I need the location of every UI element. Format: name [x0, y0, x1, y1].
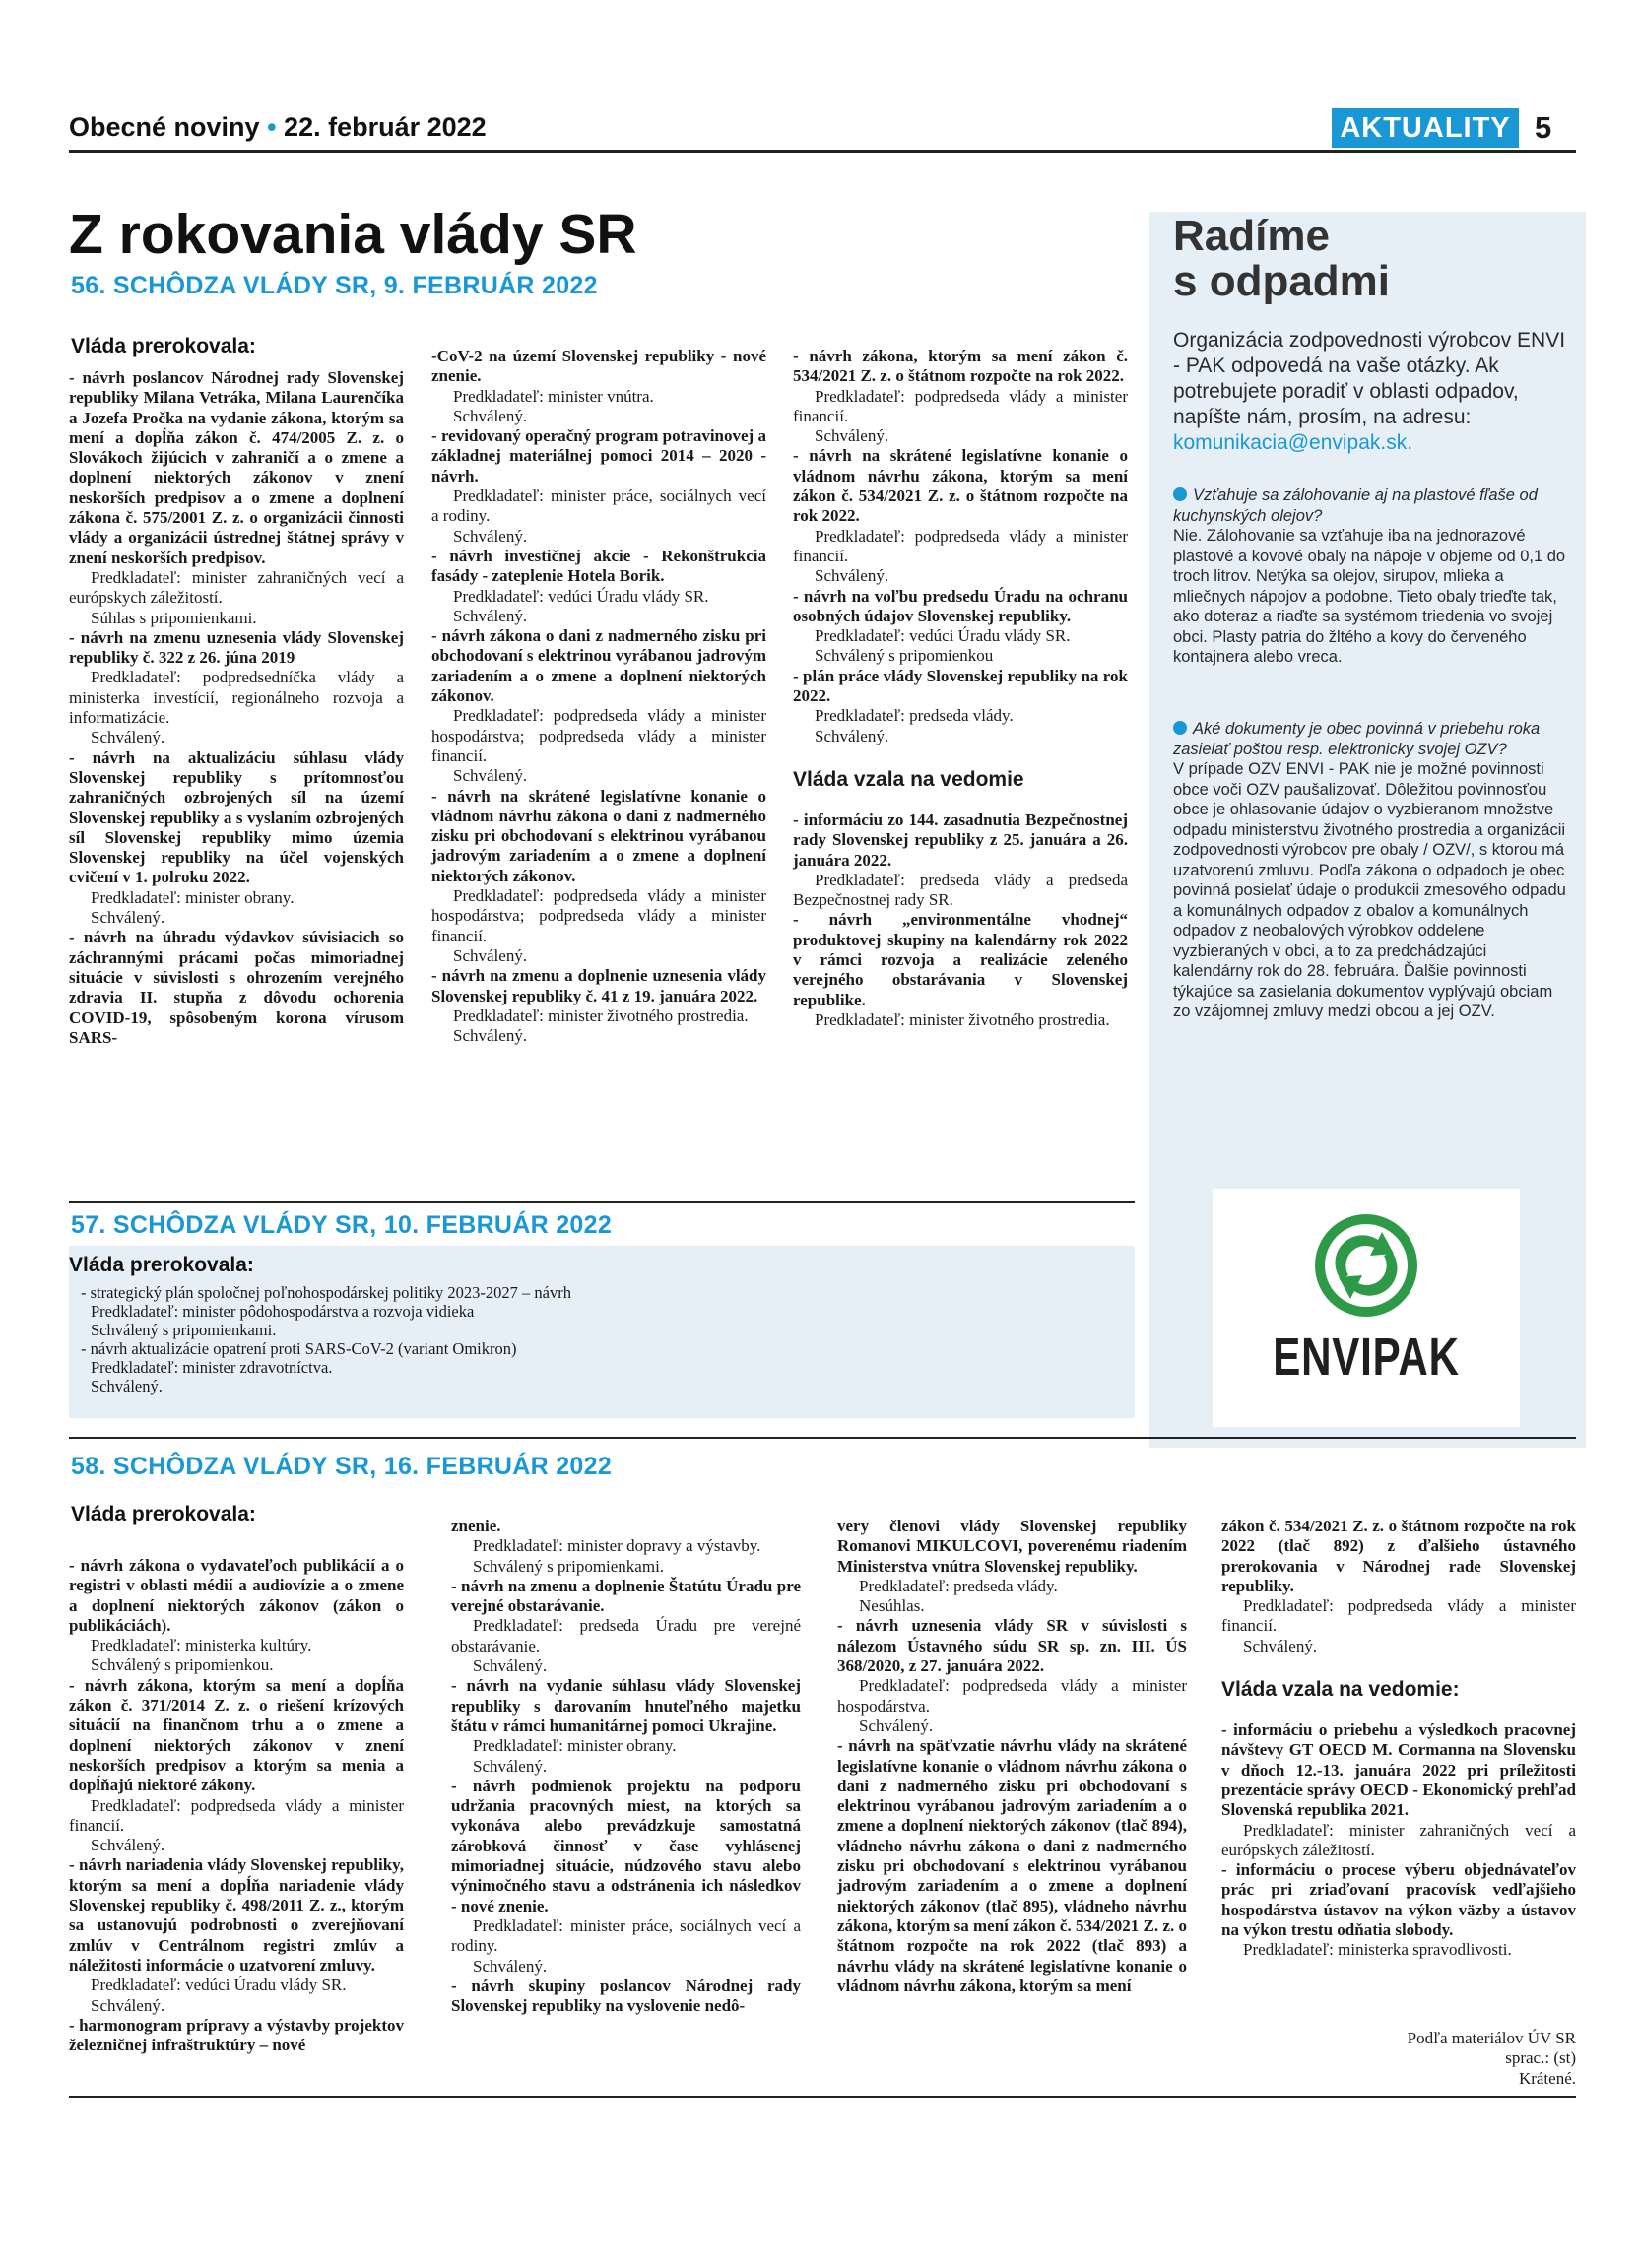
header-rule: [69, 150, 1576, 153]
logo-wordmark: ENVIPAK: [1273, 1328, 1460, 1387]
agenda-item: - návrh na skrátené legislatívne konanie o vládnom návrhu zákona o dani z nadmerného zisku pri obchodovaní s elektrinou vyrábanou jadrovým zariadením a o zmene a doplnení niektorých zákonov.: [431, 786, 766, 885]
agenda-detail: Schválený.: [453, 766, 528, 786]
agenda-detail: Predkladateľ: minister obrany.: [473, 1736, 677, 1756]
agenda-detail: Predkladateľ: ministerka kultúry.: [91, 1636, 312, 1655]
s56-subheading: Vláda prerokovala:: [71, 335, 256, 357]
page-header: [69, 108, 1576, 148]
agenda-detail: Schválený.: [453, 526, 528, 546]
section-subheading: Vláda vzala na vedomie: [793, 767, 1024, 791]
agenda-detail: Schválený.: [91, 1995, 165, 2015]
source-credit: [1221, 2029, 1576, 2089]
agenda-item: - informáciu zo 144. zasadnutia Bezpečnostnej rady Slovenskej republiky z 25. januára a 26. januára 2022.: [793, 810, 1128, 870]
credit-line-2: sprac.: (st): [1505, 2048, 1576, 2068]
s56-column-2: [431, 347, 766, 1046]
agenda-detail: Predkladateľ: vedúci Úradu vlády SR.: [815, 626, 1071, 646]
agenda-detail: Predkladateľ: podpredseda vlády a minister financií.: [793, 386, 1128, 425]
agenda-detail: Predkladateľ: minister životného prostredia.: [815, 1009, 1110, 1029]
agenda-detail: Predkladateľ: minister zahraničných vecí a európskych záležitostí.: [69, 567, 404, 608]
sidebar-title-line-2: s odpadmi: [1173, 257, 1391, 305]
agenda-detail: Predkladateľ: minister životného prostredia.: [453, 1005, 749, 1025]
agenda-item: - návrh uznesenia vlády SR v súvislosti s nálezom Ústavného súdu SR sp. zn. III. ÚS 368/2020, z 27. januára 2022.: [837, 1616, 1187, 1676]
agenda-item: - návrh investičnej akcie - Rekonštrukcia fasády - zateplenie Hotela Borik.: [431, 546, 766, 586]
agenda-item: - návrh zákona, ktorým sa mení a dopĺňa zákon č. 371/2014 Z. z. o riešení krízových situácií na finančnom trhu a o zmene a doplnení niektorých zákonov v znení neskorších predpisov a ktorým sa menia a dopĺňajú niektoré zákony.: [69, 1675, 404, 1795]
s57-box: [69, 1246, 1135, 1418]
paper-name: Obecné noviny: [69, 112, 260, 142]
agenda-item: - návrh podmienok projektu na podporu udržania pracovných miest, na ktorých sa vykonáva alebo prevádzkuje samostatná zárobková činnosť v čase vyhlásenej mimoriadnej situácie, núdzového stavu alebo výnimočného stavu a odstránenia ich následkov - nové znenie.: [451, 1776, 801, 1915]
agenda-detail: Schválený.: [859, 1716, 934, 1735]
agenda-detail: Predkladateľ: podpredseda vlády a minister financií.: [69, 1795, 404, 1835]
agenda-item: - plán práce vlády Slovenskej republiky na rok 2022.: [793, 666, 1128, 706]
sidebar-title: [1173, 214, 1390, 304]
agenda-detail: Schválený s pripomienkami.: [91, 1321, 277, 1339]
sidebar-intro-text: Organizácia zodpovednosti výrobcov ENVI - PAK odpovedá na vaše otázky. Ak potrebujete poradiť v oblasti odpadov, napíšte nám, prosím, na adresu:: [1173, 329, 1566, 428]
s58-column-1: [69, 1556, 404, 2055]
s56-column-1: [69, 368, 404, 1048]
agenda-detail: Schválený s pripomienkou.: [91, 1655, 274, 1675]
agenda-item: - návrh na vydanie súhlasu vlády Slovenskej republiky s darovaním hnuteľného majetku štátu v rámci humanitárnej pomoci Ukrajine.: [451, 1676, 801, 1735]
agenda-detail: Schválený.: [453, 606, 528, 625]
issue-date: 22. február 2022: [284, 112, 487, 142]
agenda-detail: Predkladateľ: podpredseda vlády a minister financií.: [793, 526, 1128, 565]
agenda-detail: Predkladateľ: podpredseda vlády a minister hospodárstva; podpredseda vlády a minister financií.: [431, 886, 766, 945]
agenda-item: - informáciu o priebehu a výsledkoch pracovnej návštevy GT OECD M. Cormanna na Slovensku v dňoch 12.-13. januára 2022 pri príležitosti prezentácie správy OECD - Ekonomický prehľad Slovenská republika 2021.: [1221, 1720, 1576, 1820]
agenda-detail: Nesúhlas.: [859, 1596, 925, 1616]
s56-heading: 56. SCHÔDZA VLÁDY SR, 9. FEBRUÁR 2022: [71, 272, 598, 299]
agenda-detail: Schválený s pripomienkami.: [473, 1556, 665, 1576]
agenda-detail: Predkladateľ: predseda vlády a predseda Bezpečnostnej rady SR.: [793, 870, 1128, 910]
agenda-detail: Predkladateľ: podpredsedníčka vlády a ministerka investícií, regionálneho rozvoja a informatizácie.: [69, 668, 404, 728]
agenda-detail: Predkladateľ: minister vnútra.: [453, 386, 654, 406]
s58-subheading: Vláda prerokovala:: [71, 1503, 256, 1525]
agenda-detail: Predkladateľ: minister zahraničných vecí a európskych záležitostí.: [1221, 1820, 1576, 1859]
agenda-detail: Predkladateľ: minister zdravotníctva.: [91, 1358, 333, 1377]
agenda-item: - návrh na voľbu predsedu Úradu na ochranu osobných údajov Slovenskej republiky.: [793, 586, 1128, 625]
agenda-detail: Schválený.: [91, 728, 165, 747]
agenda-detail: Predkladateľ: predseda vlády.: [859, 1576, 1058, 1595]
agenda-item: znenie.: [451, 1517, 501, 1535]
agenda-item: - revidovaný operačný program potravinovej a základnej materiálnej pomoci 2014 – 2020 - návrh.: [431, 426, 766, 486]
agenda-detail: Predkladateľ: vedúci Úradu vlády SR.: [91, 1976, 347, 1995]
s58-heading: 58. SCHÔDZA VLÁDY SR, 16. FEBRUÁR 2022: [71, 1453, 613, 1480]
credit-line-1: Podľa materiálov ÚV SR: [1407, 2029, 1576, 2047]
agenda-detail: Schválený.: [91, 908, 165, 928]
agenda-detail: Schválený.: [453, 945, 528, 965]
sidebar-title-line-1: Radíme: [1173, 212, 1330, 260]
answer-2: V prípade OZV ENVI - PAK nie je možné povinnosti obce voči OZV paušalizovať. Dôležitou povinnosťou obce je ohlasovanie údajov o vyzbieranom množstve odpadu ministerstvu životného prostredia a organizácii zodpovednosti výrobcov pre obaly / OZV/, s ktorou má uzatvorenú zmluvu. Podľa zákona o odpadoch je obec povinná posielať údaje o produkcii zmesového odpadu a komunálnych odpadov z obalov a komunálnych odpadov z neobalových výrobkov oddelene vyzbieraných v obci, a to za predchádzajúci kalendárny rok do 28. februára. Ďalšie povinnosti týkajúce sa zasielania dokumentov vyplývajú obciam zo vzájomnej zmluvy medzi obcou a jej OZV.: [1173, 760, 1566, 1020]
s57-subheading: Vláda prerokovala:: [69, 1254, 254, 1276]
bullet-icon: [1173, 721, 1187, 735]
agenda-item: zákon č. 534/2021 Z. z. o štátnom rozpočte na rok 2022 (tlač 892) z ďalšieho ústavného prerokovania v Národnej rade Slovenskej republiky.: [1221, 1517, 1576, 1595]
agenda-detail: Predkladateľ: podpredseda vlády a minister hospodárstva; podpredseda vlády a minister financií.: [431, 706, 766, 765]
agenda-detail: Schválený.: [473, 1756, 548, 1776]
agenda-detail: Schválený.: [815, 726, 889, 745]
agenda-item: very členovi vlády Slovenskej republiky Romanovi MIKULCOVI, poverenému riadením Ministerstva vnútra Slovenskej republiky.: [837, 1517, 1187, 1576]
agenda-detail: Predkladateľ: predseda vlády.: [815, 706, 1014, 726]
agenda-detail: Schválený.: [91, 1836, 165, 1855]
agenda-detail: Predkladateľ: podpredseda vlády a minister hospodárstva.: [837, 1676, 1187, 1716]
divider-rule: [69, 1437, 1576, 1439]
agenda-detail: Predkladateľ: minister pôdohospodárstva a rozvoja vidieka: [91, 1302, 475, 1321]
sidebar-box: [1149, 212, 1586, 1448]
agenda-item: - návrh na zmenu a doplnenie uznesenia vlády Slovenskej republiky č. 41 z 19. januára 2022.: [431, 966, 766, 1005]
agenda-detail: Schválený.: [815, 566, 889, 586]
agenda-item: - návrh skupiny poslancov Národnej rady Slovenskej republiky na vyslovenie nedô-: [451, 1976, 801, 2016]
agenda-item: - návrh nariadenia vlády Slovenskej republiky, ktorým sa mení a dopĺňa nariadenie vlády Slovenskej republiky č. 498/2011 Z. z., ktorým sa ustanovujú podrobnosti o zverejňovaní zmlúv v Centrálnom registri zmlúv a náležitosti informácie o uzatvorení zmluvy.: [69, 1855, 404, 1975]
agenda-item: - návrh zákona o dani z nadmerného zisku pri obchodovaní s elektrinou vyrábanou jadrovým zariadením a o zmene a doplnení niektorých zákonov.: [431, 626, 766, 706]
envipak-logo: [1213, 1189, 1520, 1427]
s56-column-3: [793, 347, 1128, 1030]
sidebar-qa-1: [1173, 486, 1567, 668]
agenda-item: - návrh poslancov Národnej rady Slovenskej republiky Milana Vetráka, Milana Laurenčíka a Jozefa Pročka na vydanie zákona, ktorým sa mení a dopĺňa zákon č. 474/2005 Z. z. o Slovákoch žijúcich v zahraničí a o zmene a doplnení niektorých zákonov v znení neskorších predpisov a o zmene a doplnení zákona č. 575/2001 Z. z. o organizácii činnosti vlády a organizácii ústrednej štátnej správy v znení neskorších predpisov.: [69, 368, 404, 567]
s58-column-2: [451, 1517, 801, 2016]
bottom-rule: [69, 2096, 1576, 2098]
agenda-detail: Predkladateľ: minister dopravy a výstavby.: [473, 1536, 761, 1556]
question-1-text: Vzťahuje sa zálohovanie aj na plastové fľaše od kuchynských olejov?: [1173, 486, 1538, 525]
question-2-text: Aké dokumenty je obec povinná v priebehu roka zasielať poštou resp. elektronicky svojej OZV?: [1173, 720, 1541, 758]
agenda-item: - návrh „environmentálne vhodnej“ produktovej skupiny na kalendárny rok 2022 v rámci rozvoja a realizácie zeleného verejného obstarávania v Slovenskej republike.: [793, 910, 1128, 1009]
masthead: [69, 112, 487, 143]
section-subheading: Vláda vzala na vedomie:: [1221, 1678, 1460, 1702]
recycle-icon: [1213, 1189, 1520, 1336]
agenda-detail: Predkladateľ: minister práce, sociálnych vecí a rodiny.: [451, 1915, 801, 1956]
agenda-item: - návrh na skrátené legislatívne konanie o vládnom návrhu zákona, ktorým sa mení zákon č. 534/2021 Z. z. o štátnom rozpočte na rok 2022.: [793, 446, 1128, 526]
agenda-detail: Schválený.: [91, 1377, 163, 1395]
agenda-item: - návrh aktualizácie opatrení proti SARS-CoV-2 (variant Omikron): [81, 1339, 517, 1358]
agenda-detail: Predkladateľ: predseda Úradu pre verejné obstarávanie.: [451, 1616, 801, 1655]
agenda-detail: Schválený.: [1243, 1636, 1318, 1655]
sidebar-email-link[interactable]: komunikacia@envipak.sk.: [1173, 431, 1413, 454]
separator-dot: •: [267, 112, 285, 142]
section-tag: AKTUALITY: [1332, 108, 1519, 148]
agenda-item: - návrh na zmenu a doplnenie Štatútu Úradu pre verejné obstarávanie.: [451, 1576, 801, 1616]
s58-column-4: [1221, 1517, 1576, 1961]
s58-column-3: [837, 1517, 1187, 1996]
credit-line-3: Krátené.: [1518, 2068, 1576, 2088]
agenda-detail: Predkladateľ: ministerka spravodlivosti.: [1243, 1940, 1512, 1960]
agenda-item: - strategický plán spoločnej poľnohospodárskej politiky 2023-2027 – návrh: [81, 1283, 571, 1302]
agenda-detail: Schválený.: [815, 426, 889, 446]
divider-rule: [69, 1201, 1135, 1203]
agenda-item: - informáciu o procese výberu objednávateľov prác pri zriaďovaní pracovísk vedľajšieho hospodárstva ústavov na výkon väzby a ústavov na výkon trestu odňatia slobody.: [1221, 1860, 1576, 1940]
agenda-item: -CoV-2 na území Slovenskej republiky - nové znenie.: [431, 347, 766, 386]
agenda-item: - návrh na späťvzatie návrhu vlády na skrátené legislatívne konanie o vládnom návrhu zákona o dani z nadmerného zisku pri obchodovaní s elektrinou vyrábanou jadrovým zariadením a o zmene a doplnení niektorých zákonov (tlač 894), vládneho návrhu zákona o dani z nadmerného zisku pri obchodovaní s elektrinou vyrábanou jadrovým zariadením a o zmene a doplnení niektorých zákonov (tlač 895), vládneho návrhu zákona, ktorým sa mení zákon č. 534/2021 Z. z. o štátnom rozpočte na rok 2022 (tlač 893) a návrhu vlády na skrátené legislatívne konanie o vládnom návrhu zákona, ktorým sa mení: [837, 1736, 1187, 1995]
agenda-item: - návrh na úhradu výdavkov súvisiacich so záchrannými prácami počas mimoriadnej situácie v súvislosti s ohrozením verejného zdravia II. stupňa z dôvodu ochorenia COVID-19, spôsobeným korona vírusom SARS-: [69, 928, 404, 1047]
s57-heading: 57. SCHÔDZA VLÁDY SR, 10. FEBRUÁR 2022: [71, 1211, 613, 1239]
agenda-item: - návrh na aktualizáciu súhlasu vlády Slovenskej republiky s prítomnosťou zahraničných ozbrojených síl na území Slovenskej republiky a s vyslaním ozbrojených síl Slovenskej republiky mimo územia Slovenskej republiky na účel vojenských cvičení v 1. polroku 2022.: [69, 747, 404, 887]
bullet-icon: [1173, 487, 1187, 501]
agenda-detail: Predkladateľ: minister práce, sociálnych vecí a rodiny.: [431, 486, 766, 526]
agenda-detail: Predkladateľ: podpredseda vlády a minister financií.: [1221, 1596, 1576, 1636]
s57-list: [69, 1283, 1135, 1395]
agenda-detail: Schválený.: [473, 1656, 548, 1676]
agenda-detail: Schválený.: [453, 406, 528, 425]
agenda-detail: Schválený.: [473, 1956, 548, 1976]
question-2: [1173, 719, 1567, 759]
agenda-detail: Predkladateľ: vedúci Úradu vlády SR.: [453, 586, 709, 606]
agenda-item: - harmonogram prípravy a výstavby projektov železničnej infraštruktúry – nové: [69, 2015, 404, 2055]
agenda-item: - návrh na zmenu uznesenia vlády Slovenskej republiky č. 322 z 26. júna 2019: [69, 627, 404, 668]
agenda-item: - návrh zákona o vydavateľoch publikácií a o registri v oblasti médií a audiovízie a o zmene a doplnení niektorých zákonov (zákon o publikáciách).: [69, 1556, 404, 1635]
agenda-detail: Schválený s pripomienkou: [815, 646, 994, 666]
page-title: Z rokovania vlády SR: [69, 203, 637, 266]
sidebar-qa-2: [1173, 719, 1567, 1022]
sidebar-intro: [1173, 328, 1567, 456]
question-1: [1173, 486, 1567, 526]
agenda-item: - návrh zákona, ktorým sa mení zákon č. 534/2021 Z. z. o štátnom rozpočte na rok 2022.: [793, 347, 1128, 386]
agenda-detail: Predkladateľ: minister obrany.: [91, 887, 295, 907]
page-number: 5: [1535, 110, 1552, 145]
agenda-detail: Súhlas s pripomienkami.: [91, 608, 257, 627]
agenda-detail: Schválený.: [453, 1026, 528, 1046]
answer-1: Nie. Zálohovanie sa vzťahuje iba na jednorazové plastové a kovové obaly na nápoje v objeme od 0,1 do troch litrov. Netýka sa olejov, sirupov, mlieka a mliečnych nápojov a podobne. Tieto obaly trieďte tak, ako doteraz a riaďte sa systémom triedenia vo svojej obci. Plasty patria do žltého a kovy do červeného kontajnera alebo vreca.: [1173, 527, 1566, 666]
